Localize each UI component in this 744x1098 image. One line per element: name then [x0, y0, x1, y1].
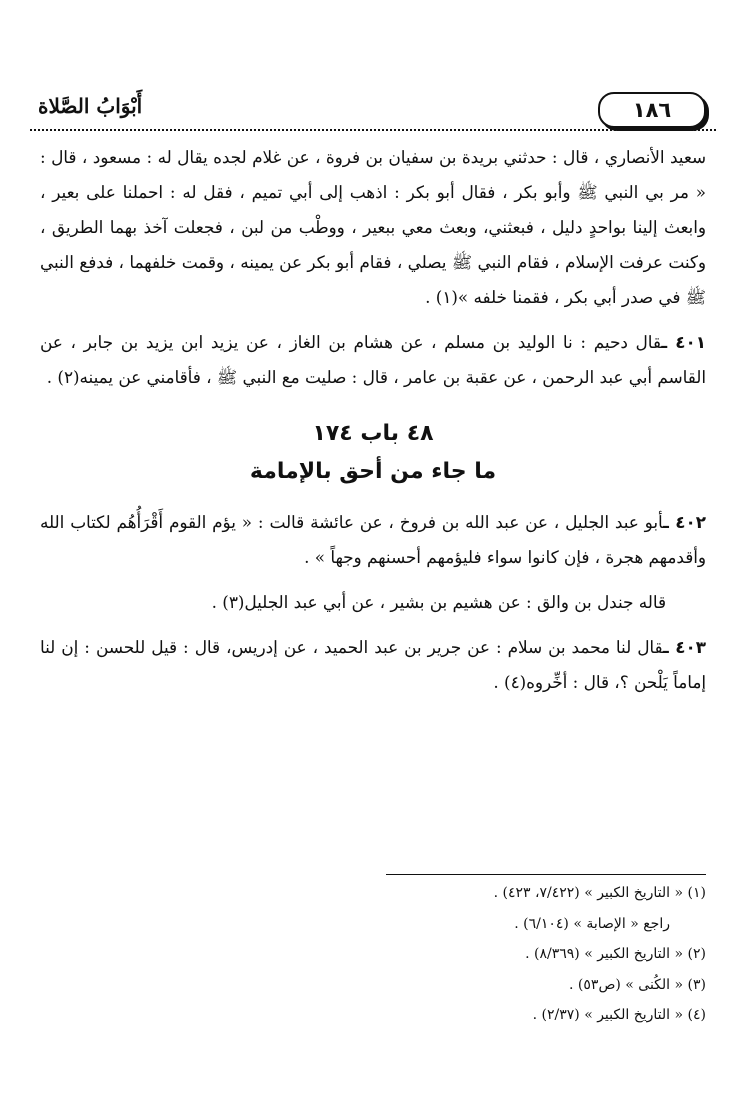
footnote-1-continuation: راجع « الإصابة » (٦/١٠٤) .: [514, 915, 670, 932]
footnote-3: (٣) « الكُنى » (ص٥٣) .: [569, 976, 706, 993]
chapter-heading: [40, 415, 706, 491]
header-divider: [30, 129, 716, 133]
footnote-2: (٢) « التاريخ الكبير » (٨/٣٦٩) .: [525, 946, 706, 962]
page-header: [38, 86, 706, 130]
footnotes: [286, 878, 706, 1031]
hadith-403: [40, 630, 706, 700]
hadith-402: [40, 505, 706, 575]
continued-hadith-paragraph: سعيد الأنصاري ، قال : حدثني بريدة بن سفيان بن فروة ، عن غلام لجده يقال له : مسعود ، قال : « مر بي النبي ﷺ وأبو بكر ، فقال أبو بكر : اذهب إلى أبي تميم ، فقل له : احملنا على بعير ، وابعث إلينا بواحدٍ دليل ، فبعثني، وبعث معي ببعير ، ووطْب من لبن ، فجعلت آخذ بهما الطريق ، وكنت عرفت الإسلام ، فقام النبي ﷺ يصلي ، فقام أبو بكر عن يمينه ، وقمت خلفهما ، فدفع النبي ﷺ في صدر أبي بكر ، فقمنا خلفه »(١) .: [40, 147, 706, 307]
main-content: [40, 140, 706, 710]
hadith-text: أبو عبد الجليل ، عن عبد الله بن فروخ ، عن عائشة قالت : « يؤم القوم أَقْرَأُهُم لكتاب الله وأقدمهم هجرة ، فإن كانوا سواء فليؤمهم أحسنهم وجهاً » .: [40, 512, 706, 567]
footnote-divider: [386, 874, 706, 875]
chapter-title: ما جاء من أحق بالإمامة: [249, 459, 497, 484]
page-number: ١٨٦: [598, 92, 706, 128]
hadith-text: قال لنا محمد بن سلام : عن جرير بن عبد الحميد ، عن إدريس، قال : قيل للحسن : إن لنا إماماً يَلْحن ؟، قال : أخِّروه(٤) .: [40, 637, 706, 692]
hadith-number: ٤٠٢ ـ: [663, 512, 707, 532]
narrator-line: قاله جندل بن والق : عن هشيم بن بشير ، عن أبي عبد الجليل(٣) .: [211, 592, 666, 612]
hadith-number: ٤٠٣ ـ: [663, 637, 707, 657]
hadith-401: [40, 325, 706, 395]
hadith-number: ٤٠١ ـ: [661, 332, 706, 352]
footnote-1: (١) « التاريخ الكبير » (٧/٤٢٢، ٤٢٣) .: [493, 885, 706, 901]
chapter-number: ٤٨ باب ١٧٤: [312, 421, 434, 446]
footnote-4: (٤) « التاريخ الكبير » (٢/٣٧) .: [532, 1007, 706, 1023]
hadith-text: قال دحيم : نا الوليد بن مسلم ، عن هشام بن الغاز ، عن يزيد ابن يزيد بن جابر ، عن القاسم أبي عبد الرحمن ، عن عقبة بن عامر ، قال : صليت مع النبي ﷺ ، فأقامني عن يمينه(٢) .: [40, 332, 706, 387]
running-title: أَبْوَابُ الصَّلاة: [38, 94, 143, 118]
